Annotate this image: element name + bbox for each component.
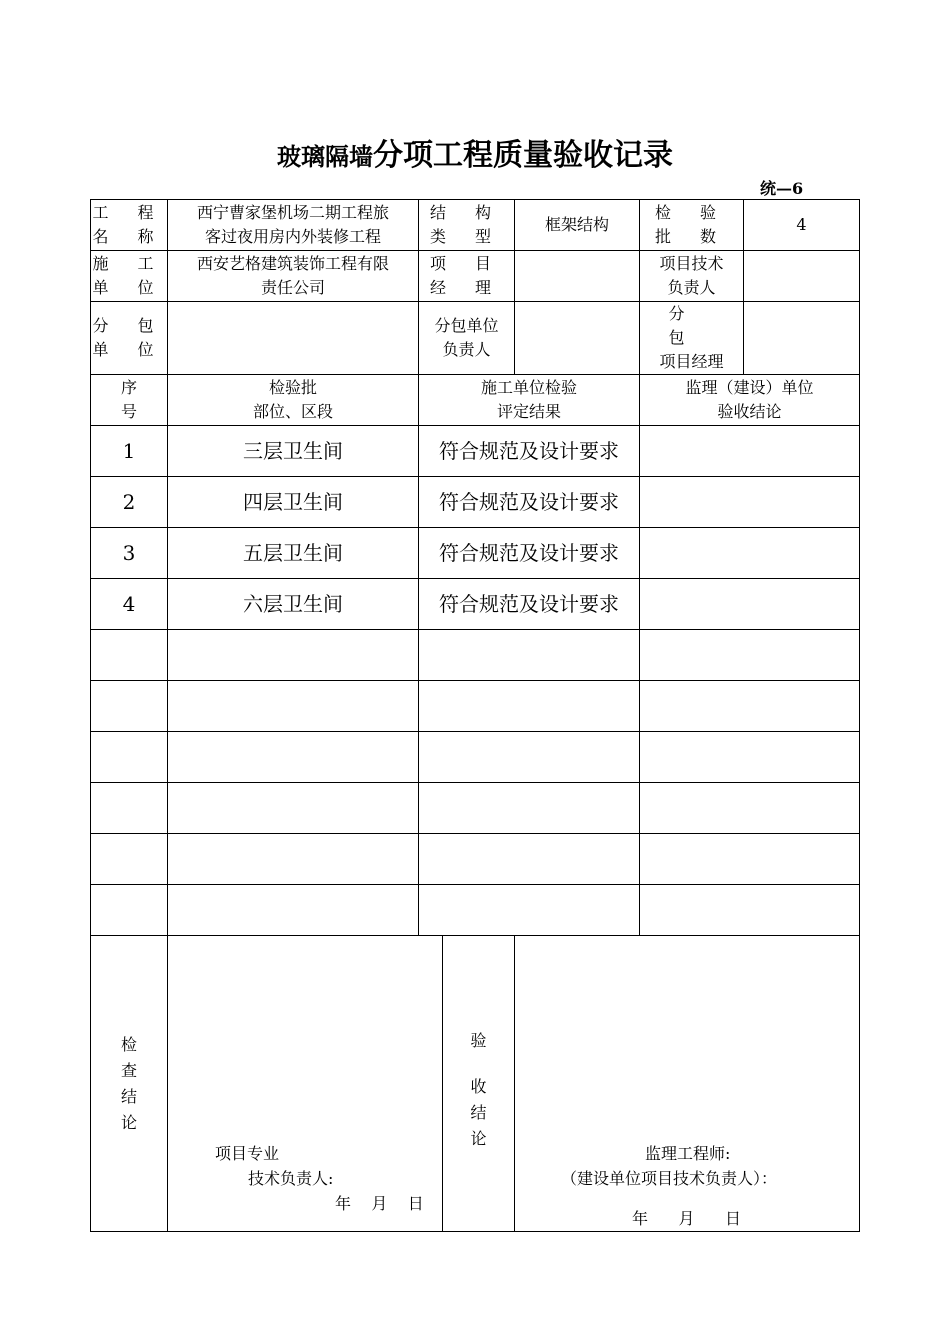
empty-cell	[91, 732, 168, 783]
tech-label-cell	[640, 251, 744, 302]
accept-conclusion-cell	[515, 936, 860, 1232]
project-label-2: 名 称	[92, 227, 166, 246]
inspection-record-table	[90, 199, 860, 1232]
empty-cell	[168, 732, 419, 783]
info-row-contractor	[91, 251, 860, 302]
table-row	[91, 579, 860, 630]
empty-cell	[91, 681, 168, 732]
structure-label-cell	[419, 200, 515, 251]
pm-label-cell	[419, 251, 515, 302]
structure-label-2: 类 型	[429, 227, 504, 246]
row-conclusion	[640, 477, 860, 528]
accept-label-char: 结	[470, 1103, 487, 1122]
empty-cell	[91, 834, 168, 885]
sub-value-cell	[168, 302, 419, 375]
pm-label-2: 经 理	[429, 278, 504, 297]
info-row-project	[91, 200, 860, 251]
check-label-char: 查	[120, 1060, 137, 1080]
row-result: 符合规范及设计要求	[419, 477, 640, 528]
empty-cell	[640, 732, 860, 783]
empty-cell	[640, 885, 860, 936]
row-result: 符合规范及设计要求	[419, 426, 640, 477]
accept-sign-line-1: 监理工程师:	[645, 1144, 731, 1163]
row-result: 符合规范及设计要求	[419, 528, 640, 579]
empty-row	[91, 732, 860, 783]
structure-label-1: 结 构	[429, 203, 504, 222]
batch-value-cell: 4	[744, 200, 860, 251]
location-header-2: 部位、区段	[252, 402, 333, 421]
location-header-1: 检验批	[268, 378, 317, 397]
sub-pm-label-2: 项目经理	[659, 352, 724, 371]
row-conclusion	[640, 579, 860, 630]
contractor-label-cell	[91, 251, 168, 302]
location-header	[168, 375, 419, 426]
tech-value-cell	[744, 251, 860, 302]
empty-cell	[640, 834, 860, 885]
sub-head-label-2: 负责人	[442, 340, 491, 359]
contractor-label-1: 施 工	[92, 254, 166, 273]
empty-cell	[419, 630, 640, 681]
row-seq: 2	[91, 477, 168, 528]
sub-label-1: 分 包	[92, 316, 166, 335]
check-label-char: 论	[120, 1112, 137, 1132]
check-conclusion-cell	[168, 936, 443, 1232]
accept-conclusion-label	[443, 936, 515, 1232]
empty-cell	[419, 783, 640, 834]
sub-head-label-cell	[419, 302, 515, 375]
sub-head-label-1: 分包单位	[434, 316, 499, 335]
row-seq: 3	[91, 528, 168, 579]
result-header-1: 施工单位检验	[480, 378, 577, 397]
sub-pm-label-cell	[640, 302, 744, 375]
empty-cell	[419, 834, 640, 885]
contractor-value-cell	[168, 251, 419, 302]
page-title	[0, 130, 950, 174]
table-row	[91, 477, 860, 528]
table-row	[91, 426, 860, 477]
row-location: 五层卫生间	[168, 528, 419, 579]
empty-cell	[640, 783, 860, 834]
table-row	[91, 528, 860, 579]
row-result: 符合规范及设计要求	[419, 579, 640, 630]
row-conclusion	[640, 528, 860, 579]
empty-cell	[168, 681, 419, 732]
pm-label-1: 项 目	[429, 254, 504, 273]
pm-value-cell	[515, 251, 640, 302]
row-seq: 1	[91, 426, 168, 477]
tech-label-1: 项目技术	[659, 254, 724, 273]
check-date: 年 月 日	[335, 1194, 424, 1213]
batch-label-1: 检 验	[654, 203, 729, 222]
empty-row	[91, 834, 860, 885]
result-header	[419, 375, 640, 426]
seq-header-2: 号	[120, 402, 137, 421]
title-part-1: 玻璃隔墙	[277, 142, 373, 171]
check-conclusion-label	[91, 936, 168, 1232]
empty-row	[91, 885, 860, 936]
empty-cell	[91, 783, 168, 834]
sub-pm-value-cell	[744, 302, 860, 375]
empty-cell	[419, 681, 640, 732]
check-label-char: 检	[120, 1034, 137, 1054]
row-location: 三层卫生间	[168, 426, 419, 477]
empty-cell	[168, 834, 419, 885]
empty-row	[91, 783, 860, 834]
sub-label-cell	[91, 302, 168, 375]
contractor-label-2: 单 位	[92, 278, 166, 297]
empty-row	[91, 630, 860, 681]
sub-label-2: 单 位	[92, 340, 166, 359]
batch-label-cell	[640, 200, 744, 251]
accept-sign-line-2: （建设单位项目技术负责人）：	[561, 1169, 778, 1188]
row-seq: 4	[91, 579, 168, 630]
empty-cell	[419, 732, 640, 783]
empty-cell	[91, 630, 168, 681]
sub-pm-label-1: 分 包	[668, 304, 715, 347]
footer-row	[91, 936, 860, 1232]
empty-cell	[168, 885, 419, 936]
conclusion-header-2: 验收结论	[717, 402, 782, 421]
empty-cell	[640, 681, 860, 732]
conclusion-header-1: 监理（建设）单位	[685, 378, 814, 397]
conclusion-header	[640, 375, 860, 426]
row-location: 四层卫生间	[168, 477, 419, 528]
sub-head-value-cell	[515, 302, 640, 375]
result-header-2: 评定结果	[496, 402, 561, 421]
accept-label-char: 验	[470, 1031, 487, 1050]
check-sign-line-1: 项目专业	[215, 1144, 280, 1163]
info-row-subcontractor	[91, 302, 860, 375]
contractor-value-1: 西安艺格建筑装饰工程有限	[196, 254, 389, 273]
project-label-1: 工 程	[92, 203, 166, 222]
project-label-cell	[91, 200, 168, 251]
check-sign-line-2: 技术负责人:	[248, 1169, 334, 1188]
tech-label-2: 负责人	[667, 278, 716, 297]
accept-date: 年 月 日	[632, 1209, 742, 1228]
empty-cell	[640, 630, 860, 681]
batch-label-2: 批 数	[654, 227, 729, 246]
row-conclusion	[640, 426, 860, 477]
title-part-2: 分项工程质量验收记录	[373, 138, 673, 173]
form-code: 统—6	[760, 179, 804, 198]
project-name-2: 客过夜用房内外装修工程	[204, 227, 381, 246]
structure-value-cell: 框架结构	[515, 200, 640, 251]
accept-label-char: 论	[470, 1129, 487, 1148]
empty-cell	[168, 783, 419, 834]
empty-cell	[91, 885, 168, 936]
empty-cell	[168, 630, 419, 681]
contractor-value-2: 责任公司	[260, 278, 325, 297]
check-label-char: 结	[120, 1086, 137, 1106]
table-header-row	[91, 375, 860, 426]
empty-cell	[419, 885, 640, 936]
seq-header-1: 序	[120, 378, 137, 397]
project-name-cell	[168, 200, 419, 251]
empty-row	[91, 681, 860, 732]
accept-label-char: 收	[470, 1077, 487, 1096]
row-location: 六层卫生间	[168, 579, 419, 630]
seq-header	[91, 375, 168, 426]
project-name-1: 西宁曹家堡机场二期工程旅	[196, 203, 389, 222]
